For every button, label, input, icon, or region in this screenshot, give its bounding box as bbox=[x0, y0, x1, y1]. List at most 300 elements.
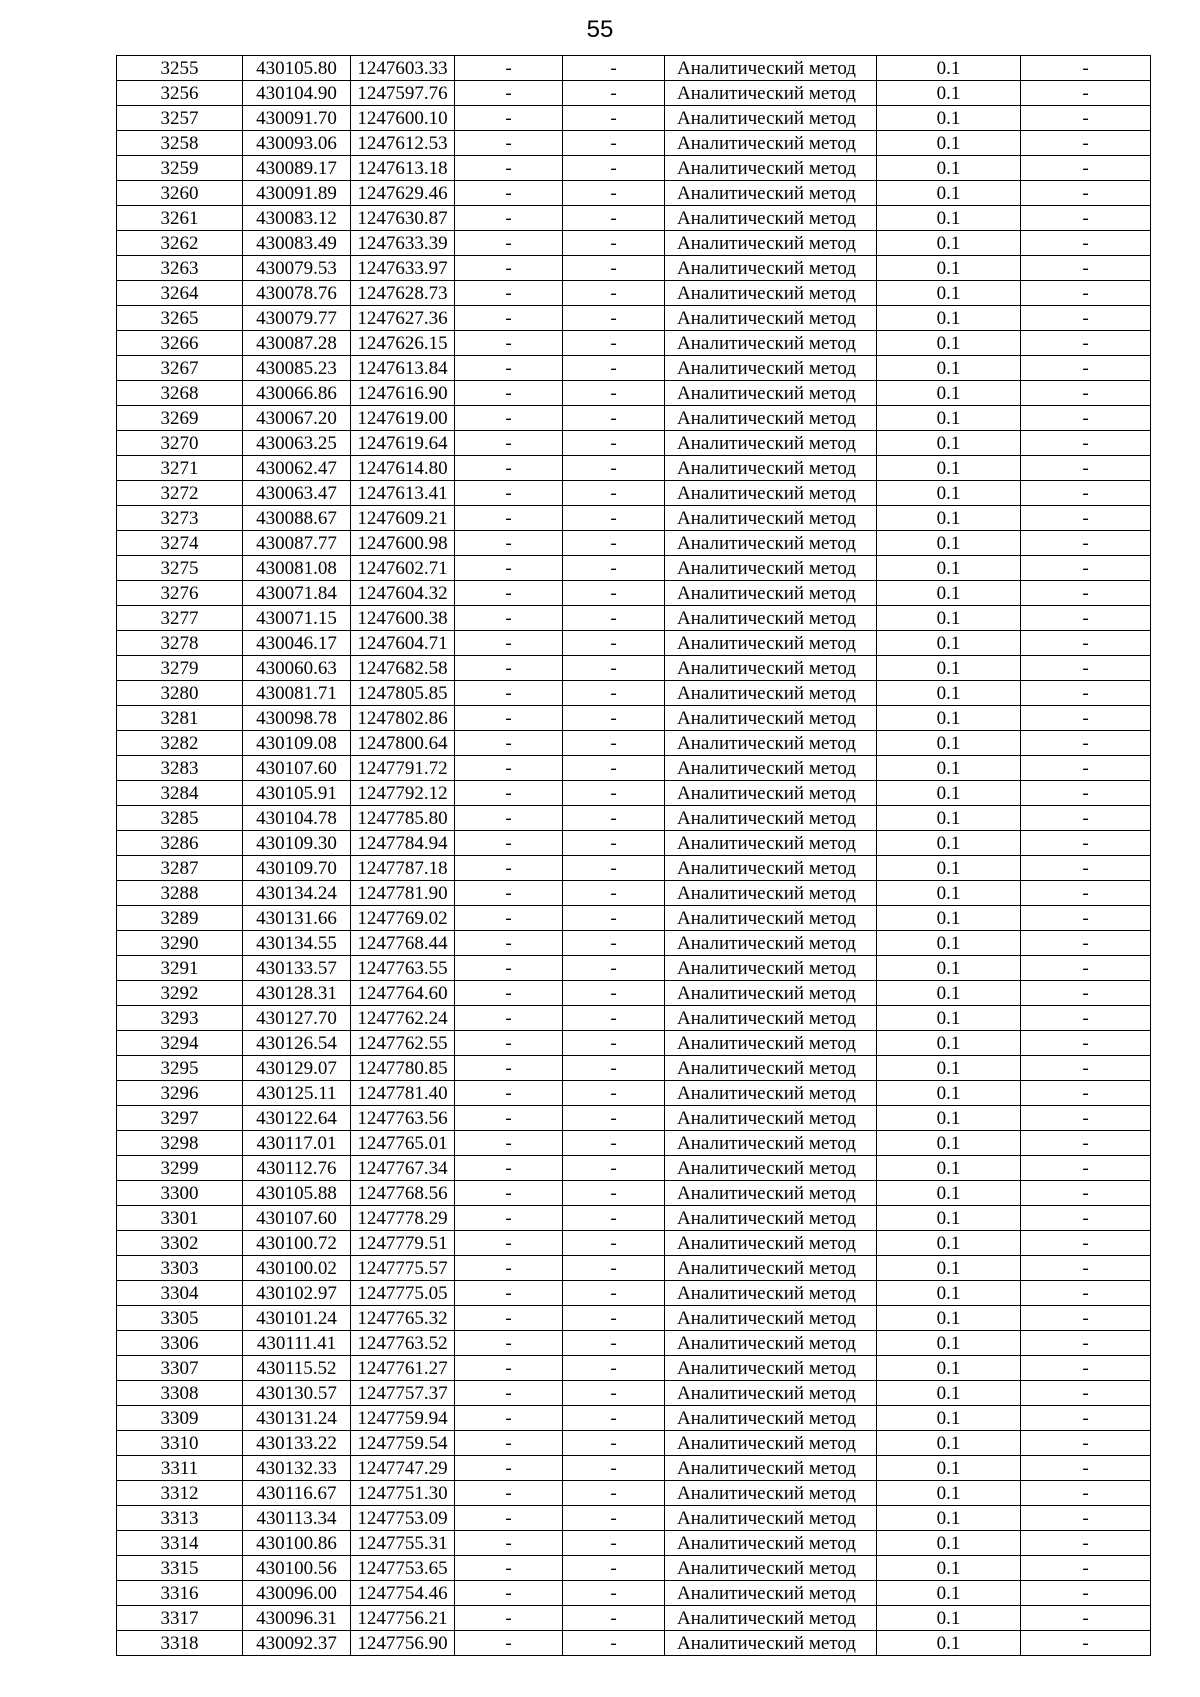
note-cell: - bbox=[1021, 1081, 1151, 1106]
note-cell: - bbox=[1021, 681, 1151, 706]
blank-cell-a: - bbox=[455, 806, 563, 831]
blank-cell-b: - bbox=[563, 1606, 665, 1631]
method-cell: Аналитический метод bbox=[665, 1381, 877, 1406]
note-cell: - bbox=[1021, 1556, 1151, 1581]
y-coordinate-cell: 1247633.97 bbox=[351, 256, 455, 281]
note-cell: - bbox=[1021, 56, 1151, 81]
y-coordinate-cell: 1247775.05 bbox=[351, 1281, 455, 1306]
point-number-cell: 3263 bbox=[117, 256, 243, 281]
point-number-cell: 3274 bbox=[117, 531, 243, 556]
blank-cell-a: - bbox=[455, 956, 563, 981]
point-number-cell: 3273 bbox=[117, 506, 243, 531]
x-coordinate-cell: 430063.47 bbox=[243, 481, 351, 506]
y-coordinate-cell: 1247784.94 bbox=[351, 831, 455, 856]
blank-cell-a: - bbox=[455, 1081, 563, 1106]
note-cell: - bbox=[1021, 1581, 1151, 1606]
blank-cell-a: - bbox=[455, 1306, 563, 1331]
table-row bbox=[117, 1031, 1151, 1056]
method-cell: Аналитический метод bbox=[665, 531, 877, 556]
blank-cell-a: - bbox=[455, 106, 563, 131]
method-cell: Аналитический метод bbox=[665, 1531, 877, 1556]
accuracy-cell: 0.1 bbox=[877, 1281, 1021, 1306]
method-cell: Аналитический метод bbox=[665, 681, 877, 706]
accuracy-cell: 0.1 bbox=[877, 81, 1021, 106]
accuracy-cell: 0.1 bbox=[877, 1156, 1021, 1181]
method-cell: Аналитический метод bbox=[665, 1006, 877, 1031]
method-cell: Аналитический метод bbox=[665, 1231, 877, 1256]
y-coordinate-cell: 1247779.51 bbox=[351, 1231, 455, 1256]
x-coordinate-cell: 430100.56 bbox=[243, 1556, 351, 1581]
point-number-cell: 3301 bbox=[117, 1206, 243, 1231]
blank-cell-a: - bbox=[455, 1406, 563, 1431]
method-cell: Аналитический метод bbox=[665, 856, 877, 881]
x-coordinate-cell: 430109.30 bbox=[243, 831, 351, 856]
table-row bbox=[117, 306, 1151, 331]
note-cell: - bbox=[1021, 231, 1151, 256]
accuracy-cell: 0.1 bbox=[877, 456, 1021, 481]
blank-cell-b: - bbox=[563, 1581, 665, 1606]
x-coordinate-cell: 430107.60 bbox=[243, 756, 351, 781]
point-number-cell: 3280 bbox=[117, 681, 243, 706]
blank-cell-b: - bbox=[563, 106, 665, 131]
x-coordinate-cell: 430096.31 bbox=[243, 1606, 351, 1631]
note-cell: - bbox=[1021, 581, 1151, 606]
blank-cell-a: - bbox=[455, 181, 563, 206]
method-cell: Аналитический метод bbox=[665, 231, 877, 256]
blank-cell-a: - bbox=[455, 1506, 563, 1531]
blank-cell-a: - bbox=[455, 1456, 563, 1481]
accuracy-cell: 0.1 bbox=[877, 1406, 1021, 1431]
point-number-cell: 3289 bbox=[117, 906, 243, 931]
x-coordinate-cell: 430105.80 bbox=[243, 56, 351, 81]
coordinates-table bbox=[116, 55, 1151, 1656]
blank-cell-a: - bbox=[455, 206, 563, 231]
accuracy-cell: 0.1 bbox=[877, 856, 1021, 881]
blank-cell-b: - bbox=[563, 1006, 665, 1031]
accuracy-cell: 0.1 bbox=[877, 781, 1021, 806]
blank-cell-b: - bbox=[563, 856, 665, 881]
y-coordinate-cell: 1247775.57 bbox=[351, 1256, 455, 1281]
method-cell: Аналитический метод bbox=[665, 931, 877, 956]
method-cell: Аналитический метод bbox=[665, 431, 877, 456]
table-row bbox=[117, 156, 1151, 181]
accuracy-cell: 0.1 bbox=[877, 1356, 1021, 1381]
note-cell: - bbox=[1021, 1481, 1151, 1506]
method-cell: Аналитический метод bbox=[665, 1256, 877, 1281]
table-row bbox=[117, 1281, 1151, 1306]
table-row bbox=[117, 1606, 1151, 1631]
point-number-cell: 3292 bbox=[117, 981, 243, 1006]
blank-cell-b: - bbox=[563, 406, 665, 431]
accuracy-cell: 0.1 bbox=[877, 1106, 1021, 1131]
method-cell: Аналитический метод bbox=[665, 556, 877, 581]
point-number-cell: 3308 bbox=[117, 1381, 243, 1406]
point-number-cell: 3260 bbox=[117, 181, 243, 206]
accuracy-cell: 0.1 bbox=[877, 1631, 1021, 1656]
point-number-cell: 3313 bbox=[117, 1506, 243, 1531]
x-coordinate-cell: 430087.28 bbox=[243, 331, 351, 356]
table-row bbox=[117, 1331, 1151, 1356]
point-number-cell: 3284 bbox=[117, 781, 243, 806]
blank-cell-a: - bbox=[455, 706, 563, 731]
point-number-cell: 3317 bbox=[117, 1606, 243, 1631]
table-row bbox=[117, 1506, 1151, 1531]
blank-cell-a: - bbox=[455, 981, 563, 1006]
point-number-cell: 3294 bbox=[117, 1031, 243, 1056]
y-coordinate-cell: 1247802.86 bbox=[351, 706, 455, 731]
x-coordinate-cell: 430131.66 bbox=[243, 906, 351, 931]
table-row bbox=[117, 406, 1151, 431]
accuracy-cell: 0.1 bbox=[877, 1231, 1021, 1256]
method-cell: Аналитический метод bbox=[665, 56, 877, 81]
point-number-cell: 3286 bbox=[117, 831, 243, 856]
blank-cell-a: - bbox=[455, 506, 563, 531]
blank-cell-b: - bbox=[563, 631, 665, 656]
method-cell: Аналитический метод bbox=[665, 1306, 877, 1331]
accuracy-cell: 0.1 bbox=[877, 806, 1021, 831]
point-number-cell: 3298 bbox=[117, 1131, 243, 1156]
accuracy-cell: 0.1 bbox=[877, 556, 1021, 581]
y-coordinate-cell: 1247765.32 bbox=[351, 1306, 455, 1331]
accuracy-cell: 0.1 bbox=[877, 731, 1021, 756]
blank-cell-a: - bbox=[455, 256, 563, 281]
y-coordinate-cell: 1247762.55 bbox=[351, 1031, 455, 1056]
accuracy-cell: 0.1 bbox=[877, 681, 1021, 706]
method-cell: Аналитический метод bbox=[665, 1406, 877, 1431]
x-coordinate-cell: 430063.25 bbox=[243, 431, 351, 456]
x-coordinate-cell: 430113.34 bbox=[243, 1506, 351, 1531]
point-number-cell: 3278 bbox=[117, 631, 243, 656]
point-number-cell: 3312 bbox=[117, 1481, 243, 1506]
blank-cell-a: - bbox=[455, 1481, 563, 1506]
y-coordinate-cell: 1247768.56 bbox=[351, 1181, 455, 1206]
accuracy-cell: 0.1 bbox=[877, 906, 1021, 931]
accuracy-cell: 0.1 bbox=[877, 631, 1021, 656]
blank-cell-b: - bbox=[563, 706, 665, 731]
blank-cell-b: - bbox=[563, 556, 665, 581]
point-number-cell: 3267 bbox=[117, 356, 243, 381]
blank-cell-b: - bbox=[563, 531, 665, 556]
point-number-cell: 3259 bbox=[117, 156, 243, 181]
table-row bbox=[117, 206, 1151, 231]
blank-cell-a: - bbox=[455, 1156, 563, 1181]
method-cell: Аналитический метод bbox=[665, 1081, 877, 1106]
blank-cell-a: - bbox=[455, 831, 563, 856]
table-row bbox=[117, 606, 1151, 631]
blank-cell-a: - bbox=[455, 681, 563, 706]
point-number-cell: 3287 bbox=[117, 856, 243, 881]
point-number-cell: 3258 bbox=[117, 131, 243, 156]
accuracy-cell: 0.1 bbox=[877, 831, 1021, 856]
blank-cell-b: - bbox=[563, 756, 665, 781]
point-number-cell: 3293 bbox=[117, 1006, 243, 1031]
accuracy-cell: 0.1 bbox=[877, 1331, 1021, 1356]
y-coordinate-cell: 1247602.71 bbox=[351, 556, 455, 581]
blank-cell-a: - bbox=[455, 1031, 563, 1056]
blank-cell-b: - bbox=[563, 306, 665, 331]
blank-cell-b: - bbox=[563, 1531, 665, 1556]
blank-cell-b: - bbox=[563, 1056, 665, 1081]
x-coordinate-cell: 430131.24 bbox=[243, 1406, 351, 1431]
point-number-cell: 3307 bbox=[117, 1356, 243, 1381]
blank-cell-b: - bbox=[563, 806, 665, 831]
accuracy-cell: 0.1 bbox=[877, 256, 1021, 281]
method-cell: Аналитический метод bbox=[665, 1281, 877, 1306]
method-cell: Аналитический метод bbox=[665, 1056, 877, 1081]
x-coordinate-cell: 430100.86 bbox=[243, 1531, 351, 1556]
y-coordinate-cell: 1247768.44 bbox=[351, 931, 455, 956]
x-coordinate-cell: 430105.91 bbox=[243, 781, 351, 806]
y-coordinate-cell: 1247764.60 bbox=[351, 981, 455, 1006]
note-cell: - bbox=[1021, 131, 1151, 156]
method-cell: Аналитический метод bbox=[665, 206, 877, 231]
accuracy-cell: 0.1 bbox=[877, 1006, 1021, 1031]
blank-cell-a: - bbox=[455, 1181, 563, 1206]
blank-cell-a: - bbox=[455, 406, 563, 431]
table-row bbox=[117, 1556, 1151, 1581]
table-row bbox=[117, 831, 1151, 856]
method-cell: Аналитический метод bbox=[665, 356, 877, 381]
method-cell: Аналитический метод bbox=[665, 1556, 877, 1581]
blank-cell-b: - bbox=[563, 981, 665, 1006]
blank-cell-a: - bbox=[455, 1381, 563, 1406]
blank-cell-a: - bbox=[455, 1006, 563, 1031]
point-number-cell: 3306 bbox=[117, 1331, 243, 1356]
blank-cell-a: - bbox=[455, 1431, 563, 1456]
point-number-cell: 3305 bbox=[117, 1306, 243, 1331]
y-coordinate-cell: 1247769.02 bbox=[351, 906, 455, 931]
table-row bbox=[117, 1306, 1151, 1331]
table-row bbox=[117, 1106, 1151, 1131]
y-coordinate-cell: 1247756.90 bbox=[351, 1631, 455, 1656]
x-coordinate-cell: 430096.00 bbox=[243, 1581, 351, 1606]
blank-cell-a: - bbox=[455, 781, 563, 806]
blank-cell-a: - bbox=[455, 1231, 563, 1256]
blank-cell-a: - bbox=[455, 331, 563, 356]
x-coordinate-cell: 430091.70 bbox=[243, 106, 351, 131]
blank-cell-b: - bbox=[563, 1381, 665, 1406]
table-row bbox=[117, 706, 1151, 731]
x-coordinate-cell: 430046.17 bbox=[243, 631, 351, 656]
accuracy-cell: 0.1 bbox=[877, 1031, 1021, 1056]
table-row bbox=[117, 456, 1151, 481]
table-row bbox=[117, 931, 1151, 956]
x-coordinate-cell: 430087.77 bbox=[243, 531, 351, 556]
method-cell: Аналитический метод bbox=[665, 1631, 877, 1656]
table-row bbox=[117, 1406, 1151, 1431]
x-coordinate-cell: 430133.57 bbox=[243, 956, 351, 981]
accuracy-cell: 0.1 bbox=[877, 281, 1021, 306]
blank-cell-a: - bbox=[455, 1606, 563, 1631]
y-coordinate-cell: 1247629.46 bbox=[351, 181, 455, 206]
x-coordinate-cell: 430083.49 bbox=[243, 231, 351, 256]
table-row bbox=[117, 856, 1151, 881]
y-coordinate-cell: 1247759.94 bbox=[351, 1406, 455, 1431]
point-number-cell: 3310 bbox=[117, 1431, 243, 1456]
method-cell: Аналитический метод bbox=[665, 1431, 877, 1456]
blank-cell-b: - bbox=[563, 1456, 665, 1481]
blank-cell-b: - bbox=[563, 181, 665, 206]
blank-cell-b: - bbox=[563, 381, 665, 406]
method-cell: Аналитический метод bbox=[665, 1031, 877, 1056]
table-row bbox=[117, 906, 1151, 931]
x-coordinate-cell: 430066.86 bbox=[243, 381, 351, 406]
accuracy-cell: 0.1 bbox=[877, 431, 1021, 456]
method-cell: Аналитический метод bbox=[665, 1106, 877, 1131]
point-number-cell: 3295 bbox=[117, 1056, 243, 1081]
note-cell: - bbox=[1021, 381, 1151, 406]
x-coordinate-cell: 430134.24 bbox=[243, 881, 351, 906]
method-cell: Аналитический метод bbox=[665, 381, 877, 406]
table-row bbox=[117, 956, 1151, 981]
blank-cell-a: - bbox=[455, 906, 563, 931]
point-number-cell: 3279 bbox=[117, 656, 243, 681]
blank-cell-b: - bbox=[563, 81, 665, 106]
note-cell: - bbox=[1021, 306, 1151, 331]
blank-cell-a: - bbox=[455, 456, 563, 481]
blank-cell-b: - bbox=[563, 731, 665, 756]
blank-cell-a: - bbox=[455, 231, 563, 256]
method-cell: Аналитический метод bbox=[665, 806, 877, 831]
note-cell: - bbox=[1021, 706, 1151, 731]
blank-cell-b: - bbox=[563, 606, 665, 631]
blank-cell-b: - bbox=[563, 681, 665, 706]
table-row bbox=[117, 1056, 1151, 1081]
table-row bbox=[117, 681, 1151, 706]
note-cell: - bbox=[1021, 1431, 1151, 1456]
blank-cell-b: - bbox=[563, 1231, 665, 1256]
x-coordinate-cell: 430101.24 bbox=[243, 1306, 351, 1331]
table-row bbox=[117, 431, 1151, 456]
accuracy-cell: 0.1 bbox=[877, 1306, 1021, 1331]
table-row bbox=[117, 1081, 1151, 1106]
x-coordinate-cell: 430107.60 bbox=[243, 1206, 351, 1231]
method-cell: Аналитический метод bbox=[665, 1181, 877, 1206]
point-number-cell: 3282 bbox=[117, 731, 243, 756]
note-cell: - bbox=[1021, 181, 1151, 206]
y-coordinate-cell: 1247761.27 bbox=[351, 1356, 455, 1381]
blank-cell-a: - bbox=[455, 1531, 563, 1556]
x-coordinate-cell: 430129.07 bbox=[243, 1056, 351, 1081]
x-coordinate-cell: 430067.20 bbox=[243, 406, 351, 431]
method-cell: Аналитический метод bbox=[665, 731, 877, 756]
x-coordinate-cell: 430125.11 bbox=[243, 1081, 351, 1106]
accuracy-cell: 0.1 bbox=[877, 1506, 1021, 1531]
x-coordinate-cell: 430109.08 bbox=[243, 731, 351, 756]
blank-cell-a: - bbox=[455, 1556, 563, 1581]
y-coordinate-cell: 1247763.55 bbox=[351, 956, 455, 981]
note-cell: - bbox=[1021, 1356, 1151, 1381]
blank-cell-b: - bbox=[563, 1631, 665, 1656]
blank-cell-b: - bbox=[563, 431, 665, 456]
y-coordinate-cell: 1247753.09 bbox=[351, 1506, 455, 1531]
method-cell: Аналитический метод bbox=[665, 956, 877, 981]
accuracy-cell: 0.1 bbox=[877, 406, 1021, 431]
y-coordinate-cell: 1247763.52 bbox=[351, 1331, 455, 1356]
note-cell: - bbox=[1021, 1031, 1151, 1056]
y-coordinate-cell: 1247785.80 bbox=[351, 806, 455, 831]
table-row bbox=[117, 1356, 1151, 1381]
blank-cell-b: - bbox=[563, 881, 665, 906]
note-cell: - bbox=[1021, 556, 1151, 581]
note-cell: - bbox=[1021, 831, 1151, 856]
y-coordinate-cell: 1247756.21 bbox=[351, 1606, 455, 1631]
note-cell: - bbox=[1021, 656, 1151, 681]
note-cell: - bbox=[1021, 906, 1151, 931]
accuracy-cell: 0.1 bbox=[877, 106, 1021, 131]
table-row bbox=[117, 1431, 1151, 1456]
point-number-cell: 3296 bbox=[117, 1081, 243, 1106]
table-row bbox=[117, 506, 1151, 531]
blank-cell-b: - bbox=[563, 1156, 665, 1181]
blank-cell-a: - bbox=[455, 731, 563, 756]
note-cell: - bbox=[1021, 881, 1151, 906]
blank-cell-a: - bbox=[455, 606, 563, 631]
blank-cell-b: - bbox=[563, 1206, 665, 1231]
note-cell: - bbox=[1021, 106, 1151, 131]
method-cell: Аналитический метод bbox=[665, 1456, 877, 1481]
method-cell: Аналитический метод bbox=[665, 781, 877, 806]
point-number-cell: 3283 bbox=[117, 756, 243, 781]
method-cell: Аналитический метод bbox=[665, 506, 877, 531]
note-cell: - bbox=[1021, 1456, 1151, 1481]
accuracy-cell: 0.1 bbox=[877, 1531, 1021, 1556]
method-cell: Аналитический метод bbox=[665, 1581, 877, 1606]
y-coordinate-cell: 1247627.36 bbox=[351, 306, 455, 331]
accuracy-cell: 0.1 bbox=[877, 1131, 1021, 1156]
y-coordinate-cell: 1247778.29 bbox=[351, 1206, 455, 1231]
table-row bbox=[117, 1006, 1151, 1031]
note-cell: - bbox=[1021, 206, 1151, 231]
method-cell: Аналитический метод bbox=[665, 756, 877, 781]
x-coordinate-cell: 430081.71 bbox=[243, 681, 351, 706]
blank-cell-b: - bbox=[563, 781, 665, 806]
x-coordinate-cell: 430060.63 bbox=[243, 656, 351, 681]
table-row bbox=[117, 1206, 1151, 1231]
table-row bbox=[117, 1181, 1151, 1206]
point-number-cell: 3269 bbox=[117, 406, 243, 431]
x-coordinate-cell: 430085.23 bbox=[243, 356, 351, 381]
note-cell: - bbox=[1021, 281, 1151, 306]
note-cell: - bbox=[1021, 756, 1151, 781]
x-coordinate-cell: 430091.89 bbox=[243, 181, 351, 206]
y-coordinate-cell: 1247780.85 bbox=[351, 1056, 455, 1081]
method-cell: Аналитический метод bbox=[665, 1606, 877, 1631]
point-number-cell: 3303 bbox=[117, 1256, 243, 1281]
blank-cell-a: - bbox=[455, 881, 563, 906]
table-row bbox=[117, 1131, 1151, 1156]
y-coordinate-cell: 1247757.37 bbox=[351, 1381, 455, 1406]
blank-cell-b: - bbox=[563, 506, 665, 531]
blank-cell-a: - bbox=[455, 306, 563, 331]
point-number-cell: 3272 bbox=[117, 481, 243, 506]
note-cell: - bbox=[1021, 1506, 1151, 1531]
blank-cell-b: - bbox=[563, 831, 665, 856]
table-row bbox=[117, 781, 1151, 806]
accuracy-cell: 0.1 bbox=[877, 356, 1021, 381]
table-row bbox=[117, 656, 1151, 681]
note-cell: - bbox=[1021, 1156, 1151, 1181]
method-cell: Аналитический метод bbox=[665, 606, 877, 631]
point-number-cell: 3309 bbox=[117, 1406, 243, 1431]
table-row bbox=[117, 256, 1151, 281]
table-row bbox=[117, 581, 1151, 606]
blank-cell-b: - bbox=[563, 1181, 665, 1206]
blank-cell-b: - bbox=[563, 956, 665, 981]
blank-cell-b: - bbox=[563, 256, 665, 281]
method-cell: Аналитический метод bbox=[665, 1506, 877, 1531]
x-coordinate-cell: 430112.76 bbox=[243, 1156, 351, 1181]
